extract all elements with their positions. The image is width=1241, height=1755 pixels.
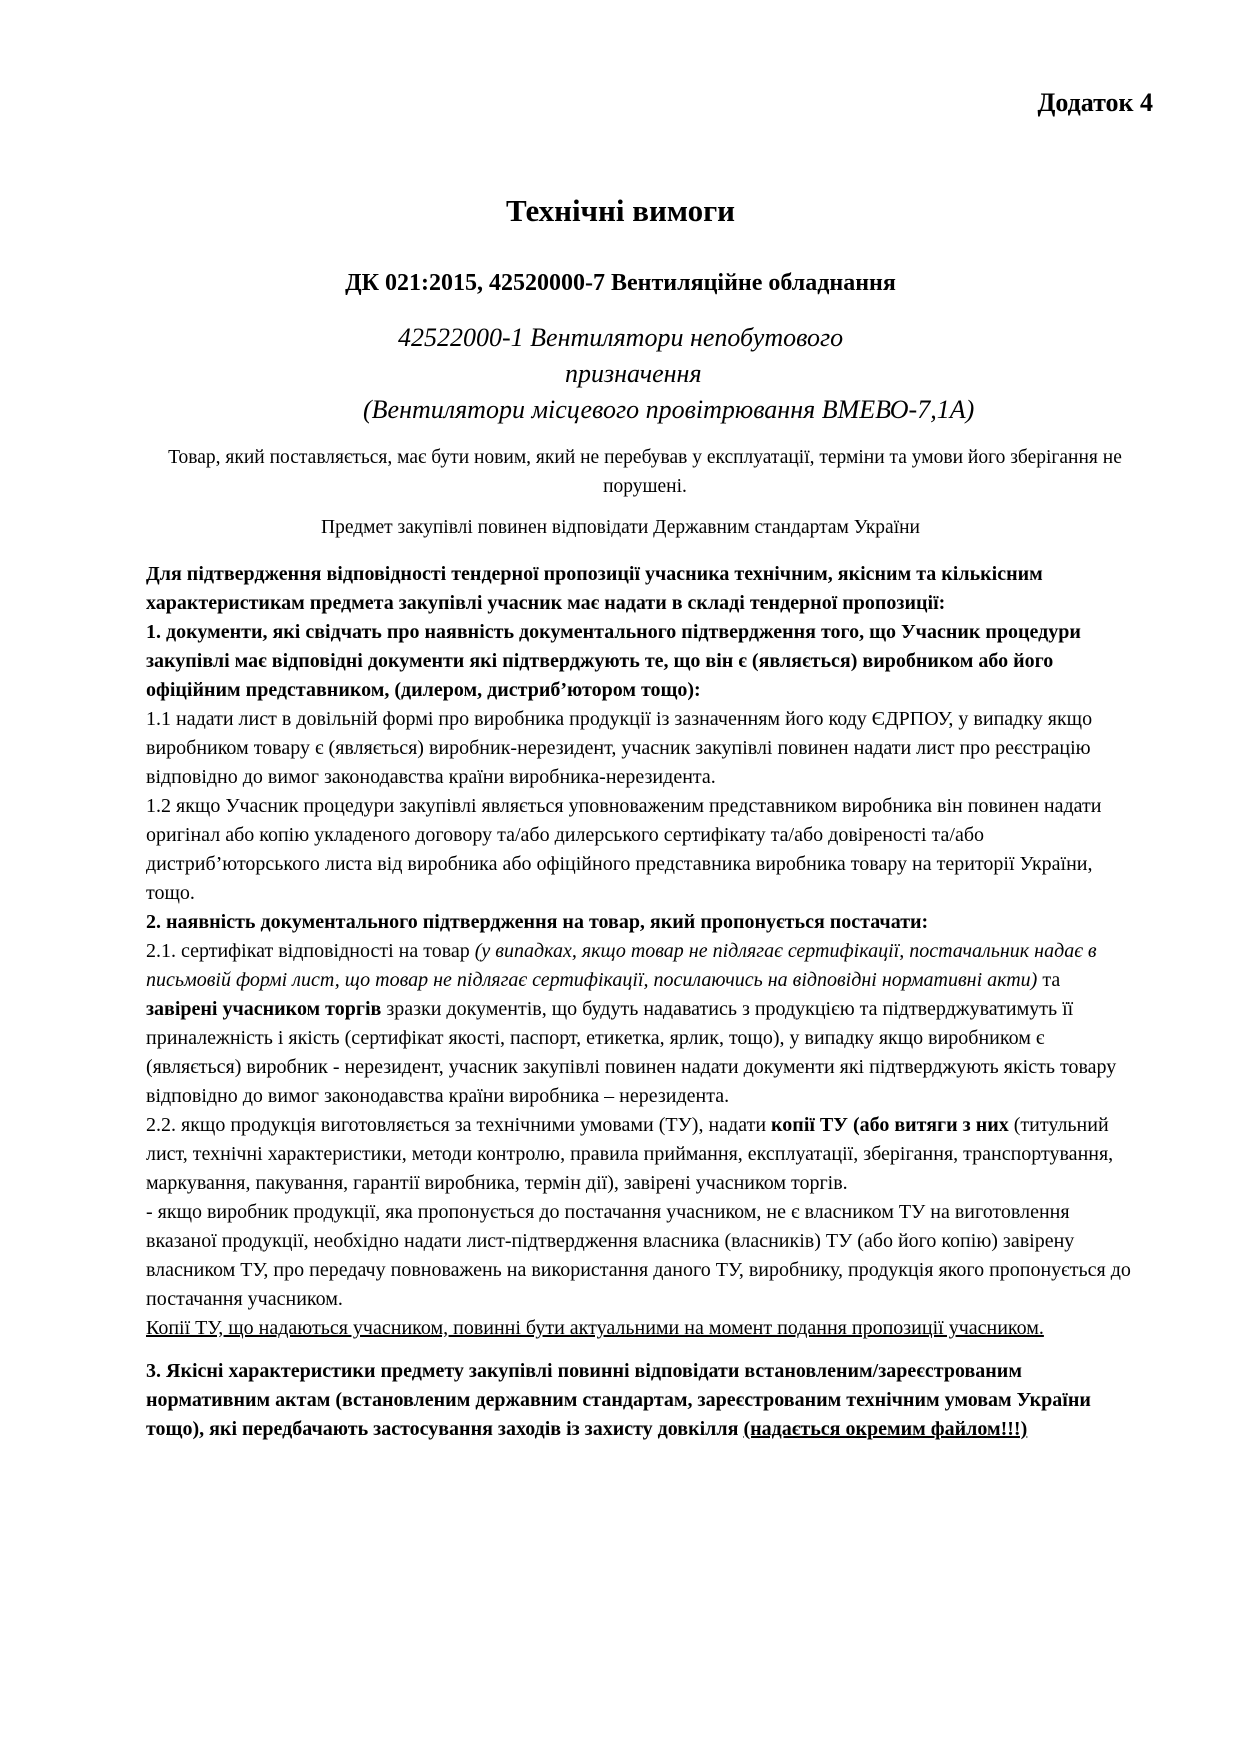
cpv-line-3: (Вентилятори місцевого провітрювання ВМЕВО-7,1А) (363, 395, 975, 424)
item-2-1-start: 2.1. сертифікат відповідності на товар (146, 940, 475, 962)
item-2-1-end: зразки документів, що будуть надаватись з продукцією та підтверджуватимуть її приналежність і якість (сертифікат якості, паспорт, етикетка, ярлик, тощо), у випадку якщо виробником є (являється) виробник - нерезидент, учасник закупівлі повинен надати документи які підтверджують якість товару відповідно до вимог законодавства країни виробника – нерезидента. (146, 998, 1117, 1107)
requirements-body (146, 560, 1136, 1444)
requirements-lead: Для підтвердження відповідності тендерної пропозиції учасника технічним, якісним та кількісним характеристикам предмета закупівлі учасник має надати в складі тендерної пропозиції: (146, 563, 1043, 614)
item-3-underlined: (надається окремим файлом!!!) (743, 1418, 1028, 1440)
item-2-2-end: (титульний лист, технічні характеристики, методи контролю, правила приймання, експлуатації, зберігання, транспортування, маркування, пакування, гарантії виробника, термін дії), завірені учасником торгів. (146, 1114, 1114, 1194)
cpv-line-1: 42522000-1 Вентилятори непобутового (398, 323, 844, 352)
item-2-1-conj: та (1037, 969, 1061, 991)
item-2-2-underlined-note: Копії ТУ, що надаються учасником, повинні бути актуальними на момент подання пропозиції учасником. (146, 1317, 1044, 1339)
cpv-line-2: призначення (565, 359, 702, 388)
item-1-1: 1.1 надати лист в довільній формі про виробника продукції із зазначенням його коду ЄДРПОУ, у випадку якщо виробником товару є (являється) виробник-нерезидент, учасник закупівлі повинен надати лист про реєстрацію відповідно до вимог законодавства країни виробника-нерезидента. (146, 708, 1093, 788)
paragraph-gap (146, 1343, 1136, 1357)
item-2-2-dash: - якщо виробник продукції, яка пропонується до постачання учасником, не є власником ТУ на виготовлення вказаної продукції, необхідно надати лист-підтвердження власника (власників) ТУ (або його копію) завірену власником ТУ, про передачу повноважень на використання даного ТУ, виробнику, продукція якого пропонується до постачання учасником. (146, 1201, 1131, 1310)
item-2-heading: 2. наявність документального підтвердження на товар, який пропонується постачати: (146, 911, 929, 933)
item-1-heading: 1. документи, які свідчать про наявність документального підтвердження того, що Учасник процедури закупівлі має відповідні документи які підтверджують те, що він є (являється) виробником або його офіційним представником, (дилером, дистриб’ютором тощо): (146, 621, 1081, 701)
item-3 (146, 1357, 1136, 1444)
page-title: Технічні вимоги (505, 193, 736, 228)
standards-statement: Предмет закупівлі повинен відповідати Державним стандартам України (321, 517, 920, 538)
item-2-1 (146, 937, 1136, 1111)
classification-subtitle: ДК 021:2015, 42520000-7 Вентиляційне обладнання (345, 270, 896, 296)
goods-condition-notice: Товар, який поставляється, має бути новим, який не перебував у експлуатації, терміни та умови його зберігання не порушені. (168, 447, 1122, 497)
item-2-1-bold: завірені учасником торгів (146, 998, 382, 1020)
item-2-2-bold: копії ТУ (або витяги з них (771, 1114, 1009, 1136)
item-3-text: 3. Якісні характеристики предмету закупівлі повинні відповідати встановленим/зареєстрованим нормативним актам (встановленим державним стандартам, зареєстрованим технічним умовам України тощо), які передбачають застосування заходів із захисту довкілля (146, 1360, 1091, 1440)
appendix-label: Додаток 4 (1037, 88, 1153, 117)
item-1-2: 1.2 якщо Учасник процедури закупівлі являється уповноваженим представником виробника він повинен надати оригінал або копію укладеного договору та/або дилерського сертифікату та/або довіреності та/або дистриб’юторського листа від виробника або офіційного представника виробника товару на території України, тощо. (146, 795, 1102, 904)
item-2-2 (146, 1111, 1136, 1198)
item-2-1-italic-note: (у випадках, якщо товар не підлягає сертифікації, постачальник надає в письмовій формі лист, що товар не підлягає сертифікації, посилаючись на відповідні нормативні акти) (146, 940, 1097, 991)
item-2-2-start: 2.2. якщо продукція виготовляється за технічними умовами (ТУ), надати (146, 1114, 772, 1136)
